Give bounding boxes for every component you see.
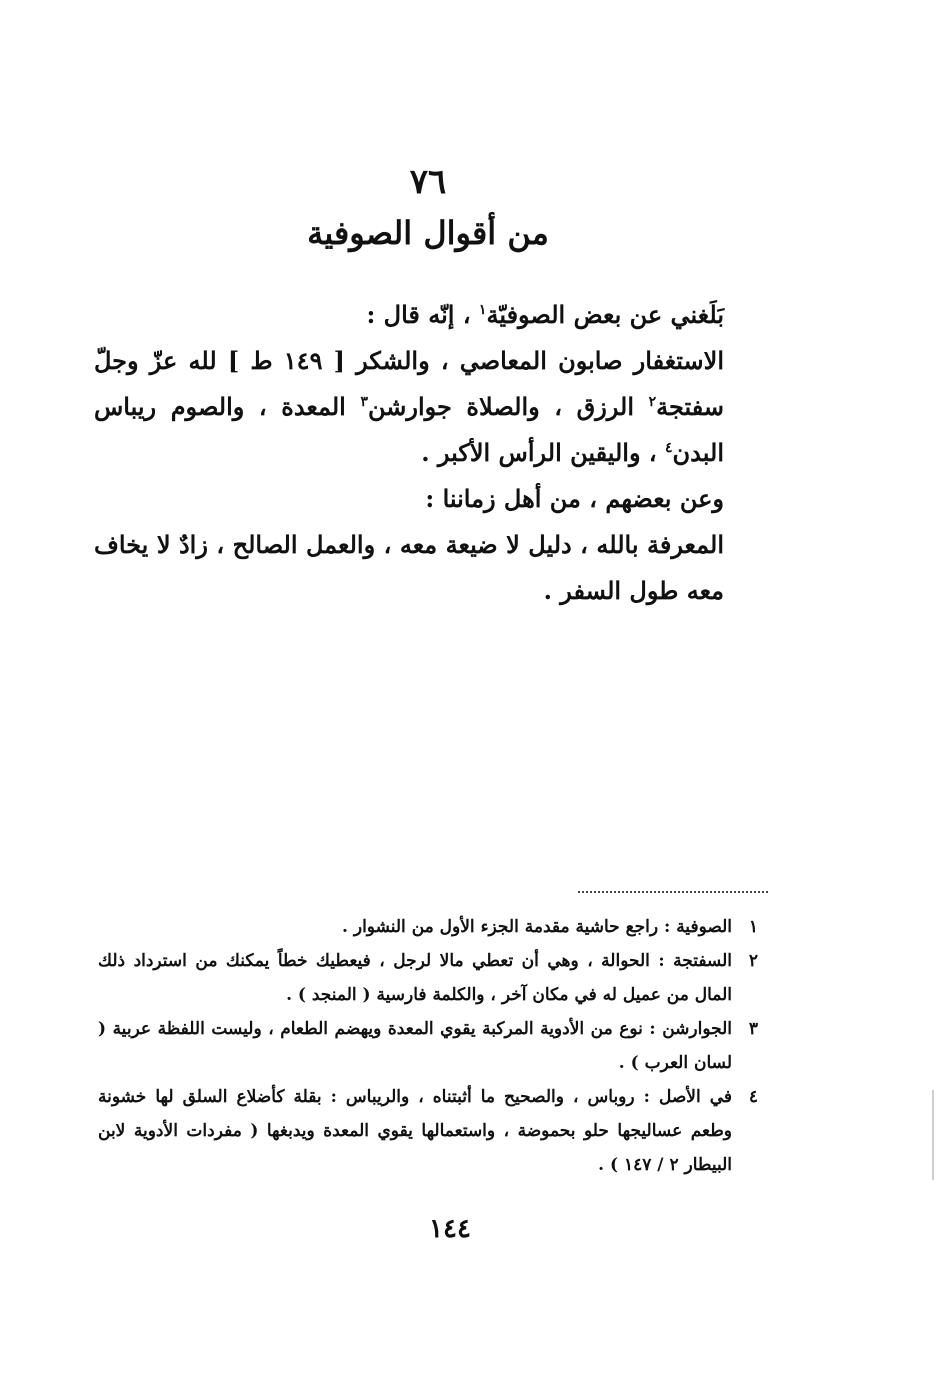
chapter-title: من أقوال الصوفية <box>307 214 549 252</box>
footnote-text: الصوفية : راجع حاشية مقدمة الجزء الأول من النشوار . <box>342 917 732 937</box>
chapter-number: ٧٦ <box>409 162 447 202</box>
page-number: ١٤٤ <box>429 1214 471 1244</box>
footnote-ref-4: ٤ <box>665 440 673 456</box>
footnote-number: ٤ <box>748 1087 758 1107</box>
footnote-ref-2: ٢ <box>648 394 657 410</box>
footnote-2 <box>98 944 758 1012</box>
paragraph-intro-rest: ، إنّه قال : <box>366 300 479 329</box>
footnote-text: السفتجة : الحوالة ، وهي أن تعطي مالا لرجل ، فيعطيك خطاً يمكنك من استرداد ذلك المال من عميل له في مكان آخر ، والكلمة فارسية ( المنجد ) . <box>98 951 732 1005</box>
quote-1-part-b: الرزق ، والصلاة جوارشن <box>367 392 649 421</box>
paragraph-quote-1 <box>94 338 764 476</box>
footnote-text: الجوارشن : نوع من الأدوية المركبة يقوي المعدة ويهضم الطعام ، وليست اللفظة عربية ( لسان العرب ) . <box>98 1019 732 1073</box>
footnotes <box>98 910 758 1182</box>
quote-1-part-a: الاستغفار صابون المعاصي ، والشكر [ ١٤٩ ط ] لله عزّ وجلّ سفتجة <box>94 346 725 421</box>
footnote-3 <box>98 1012 758 1080</box>
paragraph-intro-text: بَلَغني عن بعض الصوفيّة <box>486 300 724 329</box>
paragraph-attribution: وعن بعضهم ، من أهل زماننا : <box>425 484 724 513</box>
footnote-text: في الأصل : روباس ، والصحيح ما أثبتناه ، والريباس : بقلة كأضلاع السلق لها خشونة وطعم عساليجها حلو بحموضة ، واستعمالها يقوي المعدة ويدبغها ( مفردات الأدوية لابن البيطار ٢ / ١٤٧ ) . <box>98 1087 732 1175</box>
footnote-separator <box>578 891 768 893</box>
paragraph-quote-2: المعرفة بالله ، دليل لا ضيعة معه ، والعمل الصالح ، زادٌ لا يخاف معه طول السفر . <box>94 530 724 605</box>
scan-edge-mark <box>932 1090 934 1180</box>
footnote-4 <box>98 1080 758 1182</box>
main-text <box>94 292 764 614</box>
paragraph-intro <box>94 292 764 338</box>
quote-1-part-d: ، واليقين الرأس الأكبر . <box>421 438 666 467</box>
quote-1-part-c: المعدة ، والصوم ريباس البدن <box>94 392 724 467</box>
footnote-number: ٣ <box>748 1019 758 1039</box>
footnote-ref-3: ٣ <box>360 394 368 410</box>
footnote-number: ١ <box>748 917 758 937</box>
footnote-ref-1: ١ <box>478 302 487 318</box>
footnote-number: ٢ <box>748 951 758 971</box>
footnote-1 <box>98 910 758 944</box>
